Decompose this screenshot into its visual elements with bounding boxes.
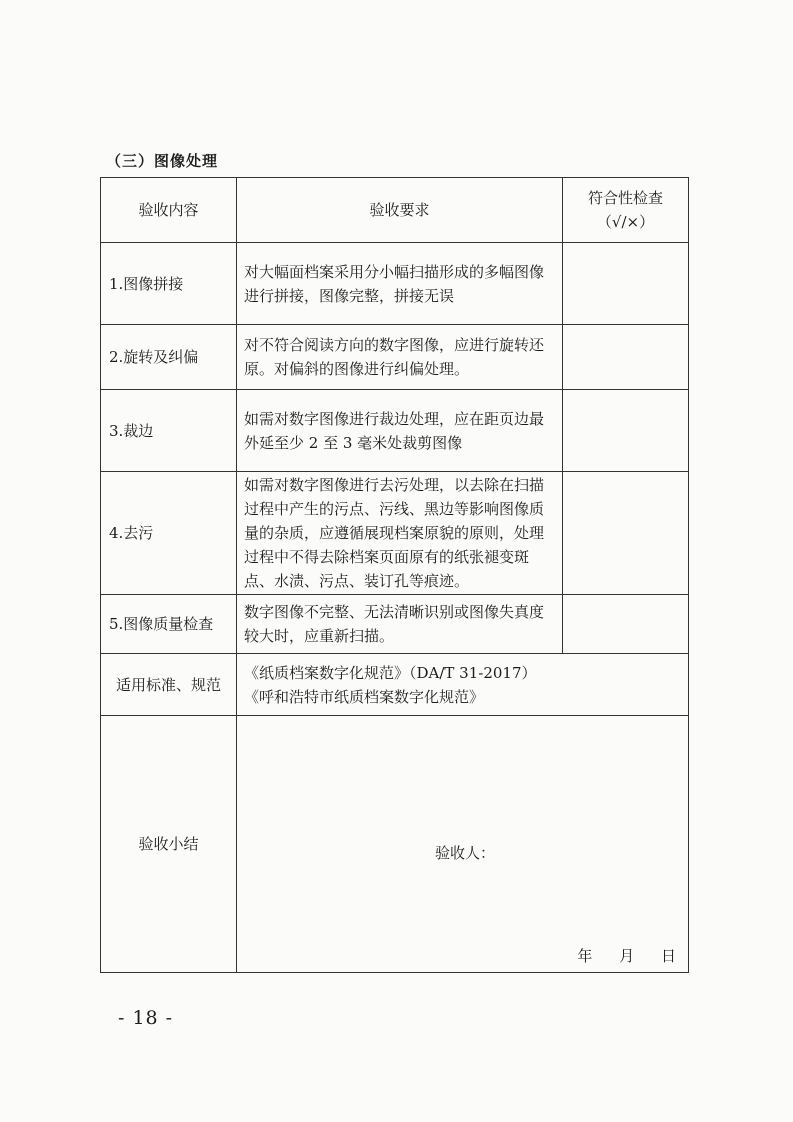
table-row (101, 595, 689, 654)
header-requirement: 验收要求 (237, 178, 563, 243)
standards-label: 适用标准、规范 (101, 654, 237, 716)
table-row (101, 325, 689, 390)
table-row (101, 472, 689, 595)
row-requirement: 对不符合阅读方向的数字图像，应进行旋转还原。对偏斜的图像进行纠偏处理。 (237, 325, 563, 390)
summary-area[interactable] (237, 716, 689, 973)
date-year: 年 (577, 947, 593, 965)
date-day: 日 (660, 947, 676, 965)
row-item: 5.图像质量检查 (101, 595, 237, 654)
row-check-cell[interactable] (563, 243, 689, 325)
inspector-label: 验收人： (435, 844, 496, 862)
table-row (101, 243, 689, 325)
summary-row (101, 716, 689, 973)
standards-list (237, 654, 689, 716)
date-month: 月 (619, 947, 635, 965)
acceptance-table (100, 177, 689, 973)
standards-row (101, 654, 689, 716)
row-item: 4.去污 (101, 472, 237, 595)
table-header-row (101, 178, 689, 243)
row-check-cell[interactable] (563, 472, 689, 595)
row-requirement: 对大幅面档案采用分小幅扫描形成的多幅图像进行拼接，图像完整，拼接无误 (237, 243, 563, 325)
row-requirement: 数字图像不完整、无法清晰识别或图像失真度较大时，应重新扫描。 (237, 595, 563, 654)
row-requirement: 如需对数字图像进行去污处理，以去除在扫描过程中产生的污点、污线、黑边等影响图像质量的杂质，应遵循展现档案原貌的原则，处理过程中不得去除档案页面原有的纸张褪变斑点、水渍、污点、装订孔等痕迹。 (237, 472, 563, 595)
row-requirement: 如需对数字图像进行裁边处理，应在距页边最外延至少 2 至 3 毫米处裁剪图像 (237, 390, 563, 472)
standards-item: 《纸质档案数字化规范》（DA/T 31-2017） (244, 663, 537, 682)
header-check-line2: （√/×） (596, 213, 655, 231)
row-check-cell[interactable] (563, 390, 689, 472)
header-content: 验收内容 (101, 178, 237, 243)
table-row (101, 390, 689, 472)
row-item: 3.裁边 (101, 390, 237, 472)
standards-item: 《呼和浩特市纸质档案数字化规范》 (244, 687, 485, 706)
signature-date (555, 944, 676, 968)
row-item: 2.旋转及纠偏 (101, 325, 237, 390)
summary-label: 验收小结 (101, 716, 237, 973)
header-check (563, 178, 689, 243)
page-number: - 18 - (118, 1007, 174, 1029)
header-check-line1: 符合性检查 (587, 189, 663, 207)
section-title: （三）图像处理 (106, 152, 219, 170)
row-item: 1.图像拼接 (101, 243, 237, 325)
row-check-cell[interactable] (563, 595, 689, 654)
row-check-cell[interactable] (563, 325, 689, 390)
